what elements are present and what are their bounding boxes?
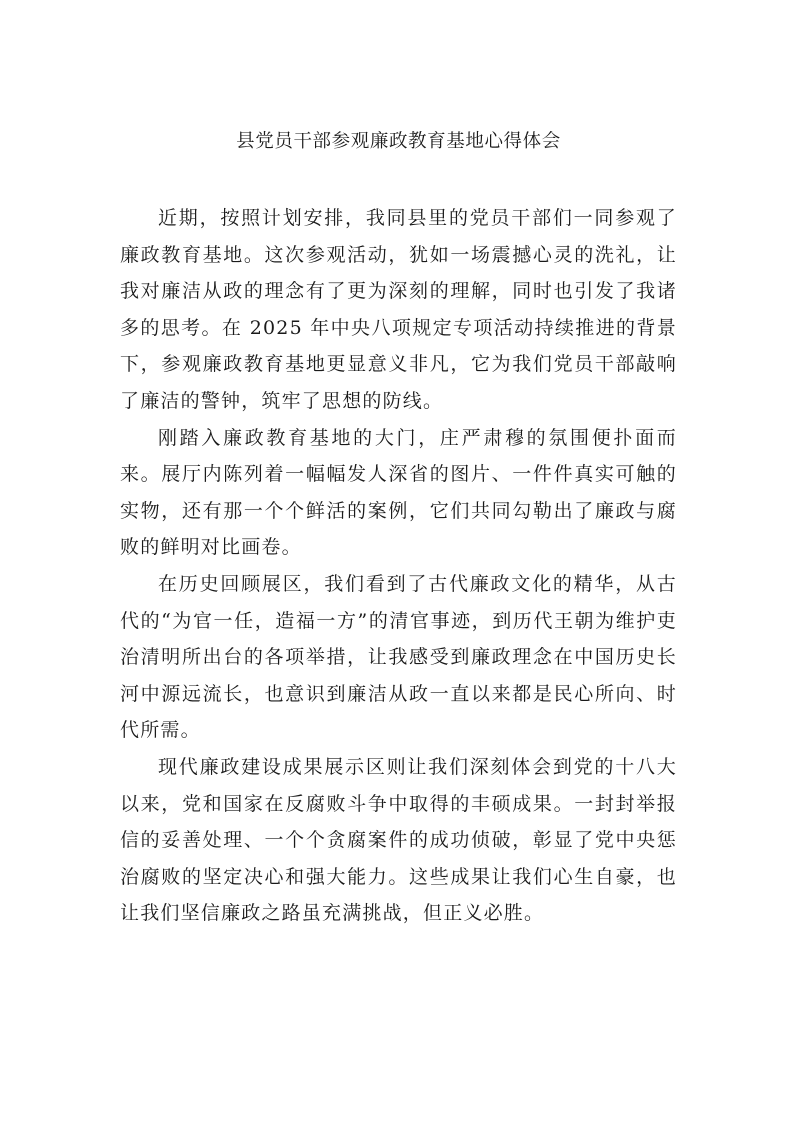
paragraph-4: 现代廉政建设成果展示区则让我们深刻体会到党的十八大以来，党和国家在反腐败斗争中取得的丰硕成果。一封封举报信的妥善处理、一个个贪腐案件的成功侦破，彰显了党中央惩治腐败的坚定决心和强大能力。这些成果让我们心生自豪，也让我们坚信廉政之路虽充满挑战，但正义必胜。: [120, 755, 677, 925]
document-body: [120, 200, 677, 932]
paragraph-2: 刚踏入廉政教育基地的大门，庄严肃穆的氛围便扑面而来。展厅内陈列着一幅幅发人深省的图片、一件件真实可触的实物，还有那一个个鲜活的案例，它们共同勾勒出了廉政与腐败的鲜明对比画卷。: [120, 426, 677, 559]
document-title: 县党员干部参观廉政教育基地心得体会: [236, 131, 561, 152]
paragraph-3: 在历史回顾展区，我们看到了古代廉政文化的精华，从古代的“为官一任，造福一方”的清官事迹，到历代王朝为维护吏治清明所出台的各项举措，让我感受到廉政理念在中国历史长河中源远流长，也意识到廉洁从政一直以来都是民心所向、时代所需。: [120, 572, 677, 742]
paragraph-1: 近期，按照计划安排，我同县里的党员干部们一同参观了廉政教育基地。这次参观活动，犹如一场震撼心灵的洗礼，让我对廉洁从政的理念有了更为深刻的理解，同时也引发了我诸多的思考。在 2025 年中央八项规定专项活动持续推进的背景下，参观廉政教育基地更显意义非凡，它为我们党员干部敲响了廉洁的警钟，筑牢了思想的防线。: [120, 207, 677, 412]
